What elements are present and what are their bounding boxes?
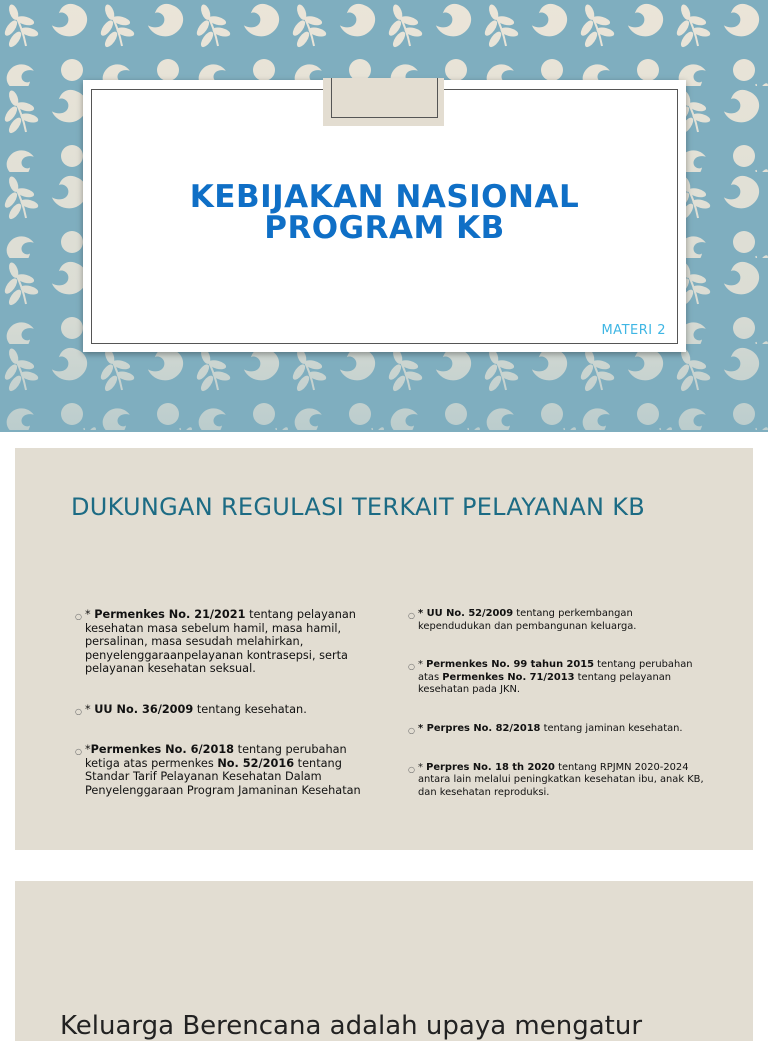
list-item: ○ * Permenkes No. 21/2021 tentang pelayanan kesehatan masa sebelum hamil, masa hamil, persalinan, masa sesudah melahirkan, penyelenggaraanpelayanan kontrasepsi, serta pelayanan kesehatan seksual. [75, 608, 356, 675]
right-bullet-column [408, 608, 708, 799]
list-item: ○ * Perpres No. 82/2018 tentang jaminan kesehatan. [408, 723, 708, 736]
slide-title-line2: PROGRAM KB [264, 210, 505, 246]
title-card [83, 80, 686, 352]
list-item: ○ * Permenkes No. 99 tahun 2015 tentang perubahan atas Permenkes No. 71/2013 tentang pelayanan kesehatan pada JKN. [408, 659, 693, 696]
bullet-circle-icon: ○ [408, 611, 415, 620]
definition-slide [15, 881, 753, 1041]
definition-text: Keluarga Berencana adalah upaya mengatur [60, 1011, 643, 1041]
slide-title-line1: KEBIJAKAN NASIONAL [189, 179, 580, 215]
title-card-tab [323, 78, 444, 126]
list-item: ○ * Perpres No. 18 th 2020 tentang RPJMN 2020-2024 antara lain melalui peningkatkan kesehatan ibu, anak KB, dan kesehatan reproduksi. [408, 761, 704, 798]
bullet-circle-icon: ○ [75, 612, 82, 621]
bullet-circle-icon: ○ [75, 747, 82, 756]
regulation-heading: DUKUNGAN REGULASI TERKAIT PELAYANAN KB [71, 493, 646, 521]
bullet-circle-icon: ○ [408, 764, 415, 774]
title-slide [0, 0, 768, 432]
list-item: ○ * UU No. 52/2009 tentang perkembangan kependudukan dan pembangunan keluarga. [408, 608, 637, 632]
bullet-circle-icon: ○ [75, 706, 82, 716]
slide-subtitle: MATERI 2 [601, 323, 666, 338]
list-item: ○ *Permenkes No. 6/2018 tentang perubahan ketiga atas permenkes No. 52/2016 tentang Standar Tarif Pelayanan Kesehatan Dalam Penyelenggaraan Program Jamaninan Kesehatan [75, 743, 361, 797]
left-bullet-column [75, 608, 365, 797]
title-card-tab-inner [331, 78, 438, 118]
list-item: ○ * UU No. 36/2009 tentang kesehatan. [75, 703, 365, 717]
bullet-circle-icon: ○ [408, 725, 415, 735]
regulation-slide [15, 448, 753, 850]
bullet-circle-icon: ○ [408, 662, 415, 672]
slide-title [83, 179, 686, 246]
